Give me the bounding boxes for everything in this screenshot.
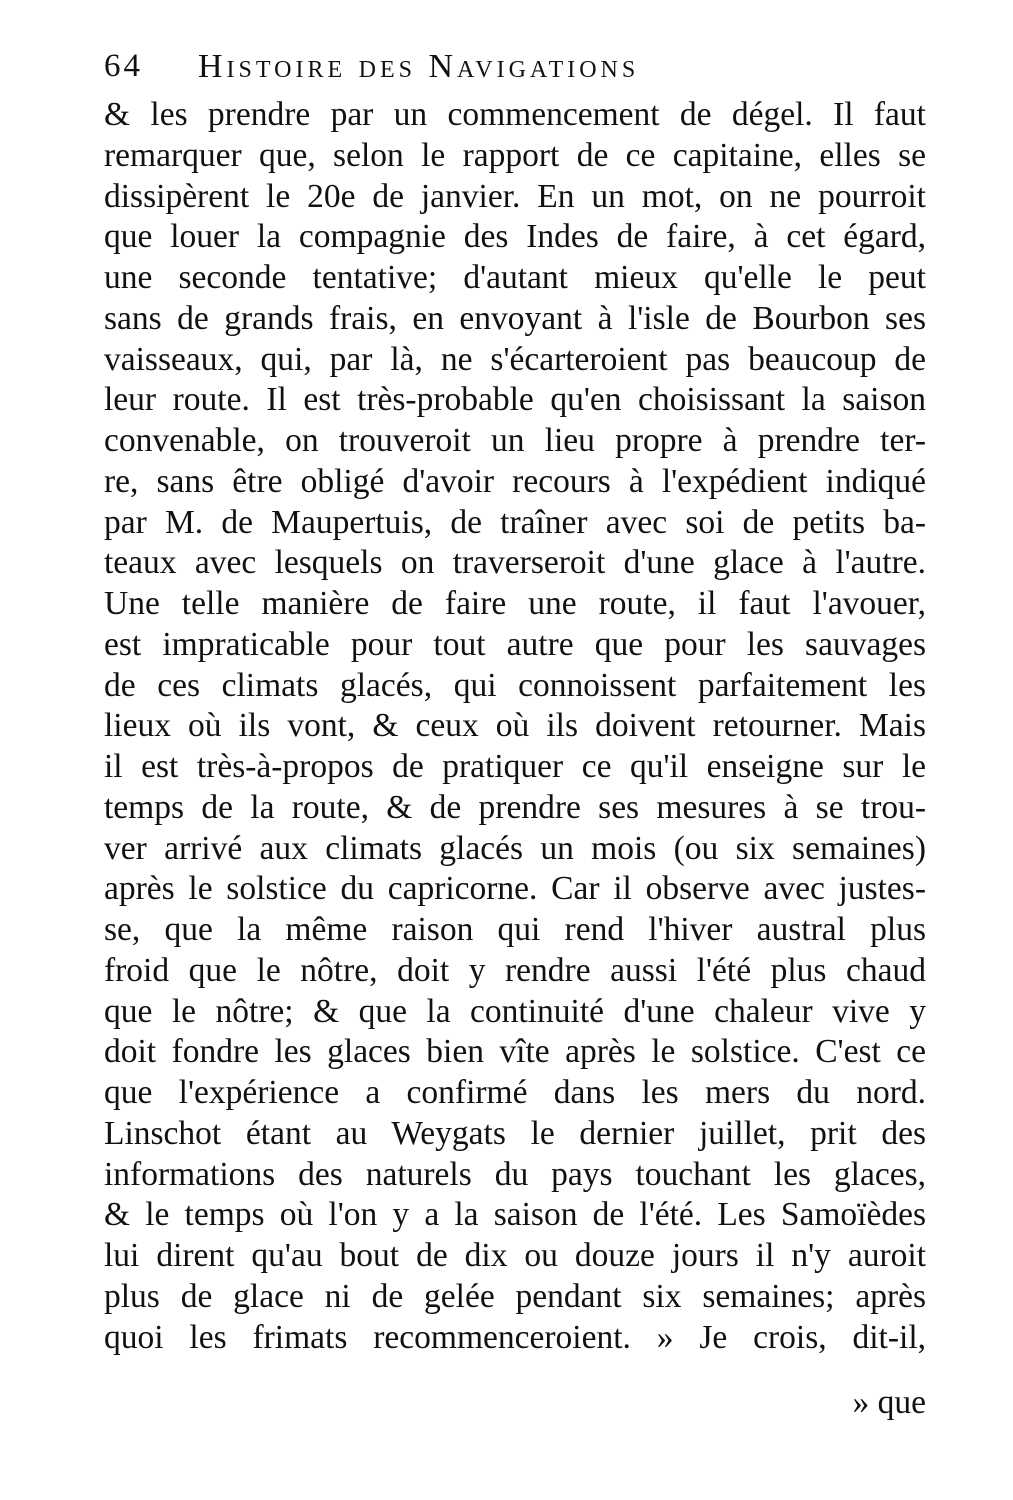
text-line-4: que louer la compagnie des Indes de faire, à cet égard,: [104, 218, 926, 256]
text-line-1: & les prendre par un commencement de dégel. Il faut: [104, 96, 926, 133]
text-line-5: une seconde tentative; d'autant mieux qu'elle le peut: [104, 259, 926, 296]
text-line-13: Une telle manière de faire une route, il faut l'avouer,: [104, 585, 926, 622]
text-line-10: re, sans être obligé d'avoir recours à l'expédient indiqué: [104, 462, 926, 500]
text-line-22: froid que le nôtre, doit y rendre aussi l'été plus chaud: [104, 951, 926, 989]
text-line-9: convenable, on trouveroit un lieu propre à prendre ter-: [104, 422, 926, 459]
text-line-27: informations des naturels du pays touchant les glaces,: [104, 1155, 926, 1193]
text-line-28: & le temps où l'on y a la saison de l'été. Les Samoïèdes: [104, 1196, 926, 1234]
text-line-29: lui dirent qu'au bout de dix ou douze jours il n'y auroit: [104, 1237, 926, 1274]
text-line-2: remarquer que, selon le rapport de ce capitaine, elles se: [104, 136, 926, 174]
text-line-26: Linschot étant au Weygats le dernier juillet, prit des: [104, 1114, 926, 1152]
body-text: [104, 95, 926, 1358]
page-number: 64: [104, 48, 143, 84]
text-line-11: par M. de Maupertuis, de traîner avec soi de petits ba-: [104, 503, 926, 541]
text-line-24: doit fondre les glaces bien vîte après le solstice. C'est ce: [104, 1033, 926, 1071]
text-line-15: de ces climats glacés, qui connoissent parfaitement les: [104, 666, 926, 704]
catchword: » que: [852, 1384, 926, 1421]
text-line-14: est impraticable pour tout autre que pour les sauvages: [104, 625, 926, 663]
text-line-20: après le solstice du capricorne. Car il observe avec justes-: [104, 870, 926, 908]
text-line-8: leur route. Il est très-probable qu'en choisissant la saison: [104, 381, 926, 419]
page-header: [104, 48, 924, 92]
text-line-30: plus de glace ni de gelée pendant six semaines; après: [104, 1277, 926, 1315]
text-line-6: sans de grands frais, en envoyant à l'isle de Bourbon ses: [104, 299, 926, 337]
text-line-21: se, que la même raison qui rend l'hiver austral plus: [104, 911, 926, 948]
text-line-17: il est très-à-propos de pratiquer ce qu'il enseigne sur le: [104, 748, 926, 785]
running-title: Histoire des Navigations: [198, 48, 640, 85]
text-line-12: teaux avec lesquels on traverseroit d'une glace à l'autre.: [104, 544, 926, 582]
text-line-16: lieux où ils vont, & ceux où ils doivent retourner. Mais: [104, 707, 926, 745]
text-line-23: que le nôtre; & que la continuité d'une chaleur vive y: [104, 992, 926, 1030]
text-line-25: que l'expérience a confirmé dans les mers du nord.: [104, 1074, 926, 1111]
text-line-31: quoi les frimats recommenceroient. » Je crois, dit-il,: [104, 1318, 926, 1356]
text-line-18: temps de la route, & de prendre ses mesures à se trou-: [104, 788, 926, 826]
text-line-3: dissipèrent le 20e de janvier. En un mot, on ne pourroit: [104, 177, 926, 215]
text-line-19: ver arrivé aux climats glacés un mois (ou six semaines): [104, 829, 926, 867]
text-line-7: vaisseaux, qui, par là, ne s'écarteroient pas beaucoup de: [104, 340, 926, 378]
